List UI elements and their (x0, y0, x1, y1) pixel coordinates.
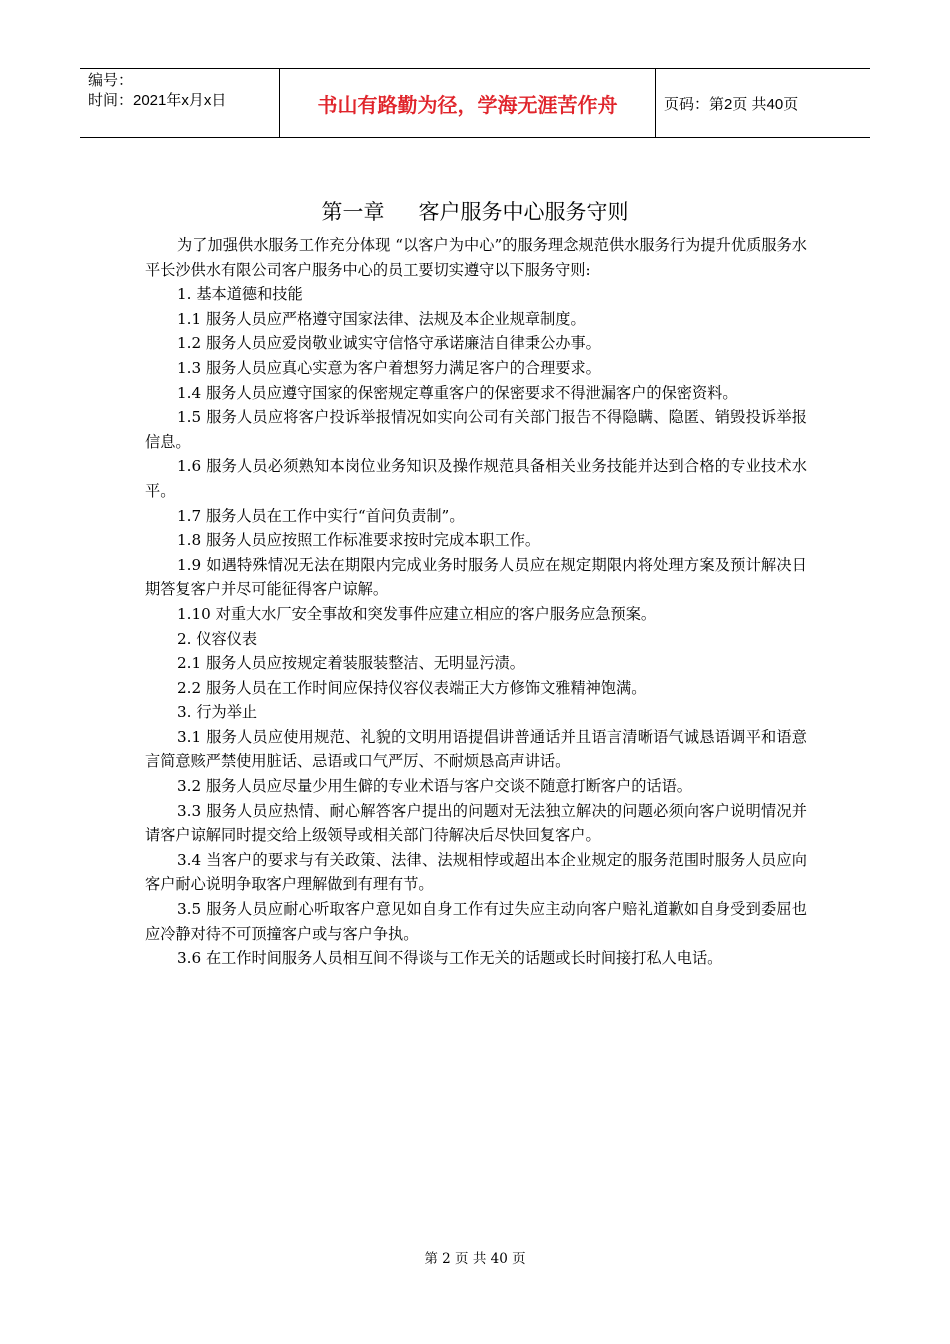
document-body (145, 233, 807, 971)
paragraph: 3.5 服务人员应耐心听取客户意见如自身工作有过失应主动向客户赔礼道歉如自身受到委屈也应冷静对待不可顶撞客户或与客户争执。 (145, 900, 807, 943)
paragraph: 1.9 如遇特殊情况无法在期限内完成业务时服务人员应在规定期限内将处理方案及预计解决日期答复客户并尽可能征得客户谅解。 (145, 555, 807, 599)
paragraph: 1. 基本道德和技能 (177, 285, 303, 304)
paragraph: 2. 仪容仪表 (177, 629, 258, 648)
paragraph: 2.1 服务人员应按规定着装服装整洁、无明显污渍。 (177, 654, 525, 673)
paragraph: 3.3 服务人员应热情、耐心解答客户提出的问题对无法独立解决的问题必须向客户说明情况并请客户谅解同时提交给上级领导或相关部门待解决后尽快回复客户。 (145, 801, 807, 845)
paragraph: 1.8 服务人员应按照工作标准要求按时完成本职工作。 (177, 531, 541, 550)
paragraph: 2.2 服务人员在工作时间应保持仪容仪表端正大方修饰文雅精神饱满。 (177, 678, 647, 697)
paragraph: 3.6 在工作时间服务人员相互间不得谈与工作无关的话题或长时间接打私人电话。 (177, 949, 723, 968)
paragraph: 1.1 服务人员应严格遵守国家法律、法规及本企业规章制度。 (177, 309, 586, 328)
paragraph: 1.4 服务人员应遵守国家的保密规定尊重客户的保密要求不得泄漏客户的保密资料。 (177, 383, 738, 402)
page-header (80, 68, 870, 138)
paragraph: 3.4 当客户的要求与有关政策、法律、法规相悖或超出本企业规定的服务范围时服务人员应向客户耐心说明争取客户理解做到有理有节。 (145, 850, 807, 894)
header-page-info: 页码：第2页 共40页 (664, 95, 799, 113)
chapter-name: 客户服务中心服务守则 (418, 200, 629, 224)
document-date: 时间：2021年x月x日 (88, 92, 227, 109)
paragraph: 3.2 服务人员应尽量少用生僻的专业术语与客户交谈不随意打断客户的话语。 (177, 777, 692, 796)
paragraph: 1.3 服务人员应真心实意为客户着想努力满足客户的合理要求。 (177, 358, 601, 377)
paragraph: 1.5 服务人员应将客户投诉举报情况如实向公司有关部门报告不得隐瞒、隐匿、销毁投诉举报信息。 (145, 408, 807, 451)
paragraph: 3. 行为举止 (177, 703, 258, 722)
header-meta (80, 69, 280, 137)
paragraph: 1.10 对重大水厂安全事故和突发事件应建立相应的客户服务应急预案。 (177, 604, 657, 623)
document-number-label: 编号： (88, 72, 134, 89)
paragraph: 1.6 服务人员必须熟知本岗位业务知识及操作规范具备相关业务技能并达到合格的专业技术水平。 (145, 457, 807, 500)
paragraph: 1.2 服务人员应爱岗敬业诚实守信恪守承诺廉洁自律秉公办事。 (177, 334, 601, 353)
paragraph: 为了加强供水服务工作充分体现 “以客户为中心”的服务理念规范供水服务行为提升优质服务水平长沙供水有限公司客户服务中心的员工要切实遵守以下服务守则: (145, 236, 807, 279)
chapter-number: 第一章 (321, 200, 385, 224)
paragraph: 1.7 服务人员在工作中实行“首问负责制”。 (177, 506, 465, 525)
chapter-title (0, 196, 950, 226)
page-footer: 第 2 页 共 40 页 (424, 1251, 526, 1267)
paragraph: 3.1 服务人员应使用规范、礼貌的文明用语提倡讲普通话并且语言清晰语气诚恳语调平和语意言简意赅严禁使用脏话、忌语或口气严厉、不耐烦恳高声讲话。 (145, 727, 807, 771)
header-motto: 书山有路勤为径，学海无涯苦作舟 (280, 69, 656, 137)
